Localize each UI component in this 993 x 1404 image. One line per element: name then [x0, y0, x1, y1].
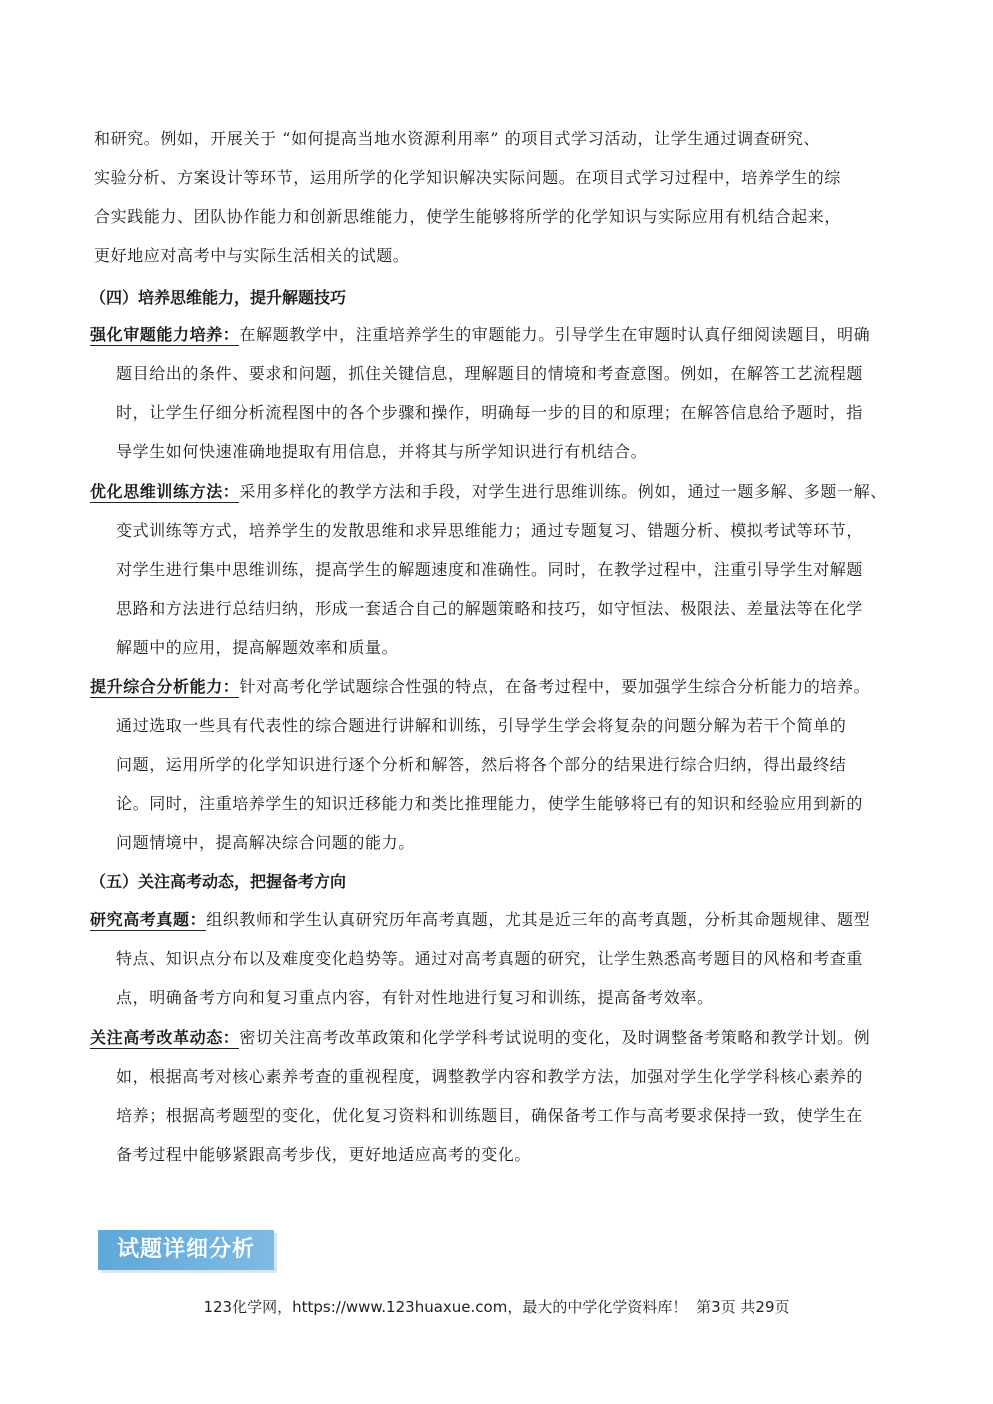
footer-site-text: 123化学网，https://www.123huaxue.com，最大的中学化学资料库！	[203, 1298, 688, 1316]
item-text: 采用多样化的教学方法和手段，对学生进行思维训练。例如，通过一题多解、多题一解、	[239, 482, 887, 501]
section-heading-4: （四）培养思维能力，提升解题技巧	[90, 288, 347, 307]
item-text: 组织教师和学生认真研究历年高考真题，尤其是近三年的高考真题，分析其命题规律、题型	[206, 910, 871, 929]
text-line: 解题中的应用，提高解题效率和质量。	[116, 638, 399, 657]
list-item	[90, 667, 912, 862]
text-line: 和研究。例如，开展关于 “如何提高当地水资源利用率” 的项目式学习活动，让学生通过调查研究、	[94, 129, 821, 148]
text-line: 培养；根据高考题型的变化，优化复习资料和训练题目，确保备考工作与高考要求保持一致，使学生在	[116, 1106, 864, 1125]
item-text: 密切关注高考改革政策和化学学科考试说明的变化，及时调整备考策略和教学计划。例	[239, 1028, 871, 1047]
text-line: 合实践能力、团队协作能力和创新思维能力，使学生能够将所学的化学知识与实际应用有机结合起来，	[94, 207, 842, 226]
text-line: 点，明确备考方向和复习重点内容，有针对性地进行复习和训练，提高备考效率。	[116, 988, 714, 1007]
item-label: 优化思维训练方法：	[90, 482, 240, 501]
list-item	[90, 472, 912, 667]
text-line: 特点、知识点分布以及难度变化趋势等。通过对高考真题的研究，让学生熟悉高考题目的风格和考查重	[116, 949, 864, 968]
item-label: 关注高考改革动态：	[90, 1028, 240, 1047]
item-label: 提升综合分析能力：	[90, 677, 240, 696]
text-line: 备考过程中能够紧跟高考步伐，更好地适应高考的变化。	[116, 1145, 532, 1164]
text-line: 如，根据高考对核心素养考查的重视程度，调整教学内容和教学方法，加强对学生化学学科核心素养的	[116, 1067, 864, 1086]
item-label: 研究高考真题：	[90, 910, 207, 929]
text-line: 问题情境中，提高解决综合问题的能力。	[116, 833, 415, 852]
text-line: 题目给出的条件、要求和问题，抓住关键信息，理解题目的情境和考查意图。例如，在解答工艺流程题	[116, 364, 864, 383]
section-banner: 试题详细分析	[98, 1230, 274, 1270]
page-footer	[0, 1296, 993, 1317]
text-line: 更好地应对高考中与实际生活相关的试题。	[94, 246, 410, 265]
section-heading-5: （五）关注高考动态，把握备考方向	[90, 872, 347, 891]
text-line: 通过选取一些具有代表性的综合题进行讲解和训练，引导学生学会将复杂的问题分解为若干个简单的	[116, 716, 847, 735]
continuation-paragraph	[94, 119, 910, 275]
list-item	[90, 315, 912, 471]
item-label: 强化审题能力培养：	[90, 325, 240, 344]
text-line: 导学生如何快速准确地提取有用信息，并将其与所学知识进行有机结合。	[116, 442, 648, 461]
list-item	[90, 1018, 912, 1174]
text-line: 对学生进行集中思维训练，提高学生的解题速度和准确性。同时，在教学过程中，注重引导学生对解题	[116, 560, 864, 579]
list-item	[90, 900, 912, 1017]
text-line: 时，让学生仔细分析流程图中的各个步骤和操作，明确每一步的目的和原理；在解答信息给予题时，指	[116, 403, 864, 422]
footer-page-number: 第3页 共29页	[696, 1298, 790, 1316]
text-line: 变式训练等方式，培养学生的发散思维和求异思维能力；通过专题复习、错题分析、模拟考试等环节，	[116, 521, 864, 540]
text-line: 问题，运用所学的化学知识进行逐个分析和解答，然后将各个部分的结果进行综合归纳，得出最终结	[116, 755, 847, 774]
text-line: 实验分析、方案设计等环节，运用所学的化学知识解决实际问题。在项目式学习过程中，培养学生的综	[94, 168, 842, 187]
text-line: 论。同时，注重培养学生的知识迁移能力和类比推理能力，使学生能够将已有的知识和经验应用到新的	[116, 794, 864, 813]
item-text: 针对高考化学试题综合性强的特点，在备考过程中，要加强学生综合分析能力的培养。	[239, 677, 871, 696]
item-text: 在解题教学中，注重培养学生的审题能力。引导学生在审题时认真仔细阅读题目，明确	[239, 325, 871, 344]
text-line: 思路和方法进行总结归纳，形成一套适合自己的解题策略和技巧，如守恒法、极限法、差量法等在化学	[116, 599, 864, 618]
